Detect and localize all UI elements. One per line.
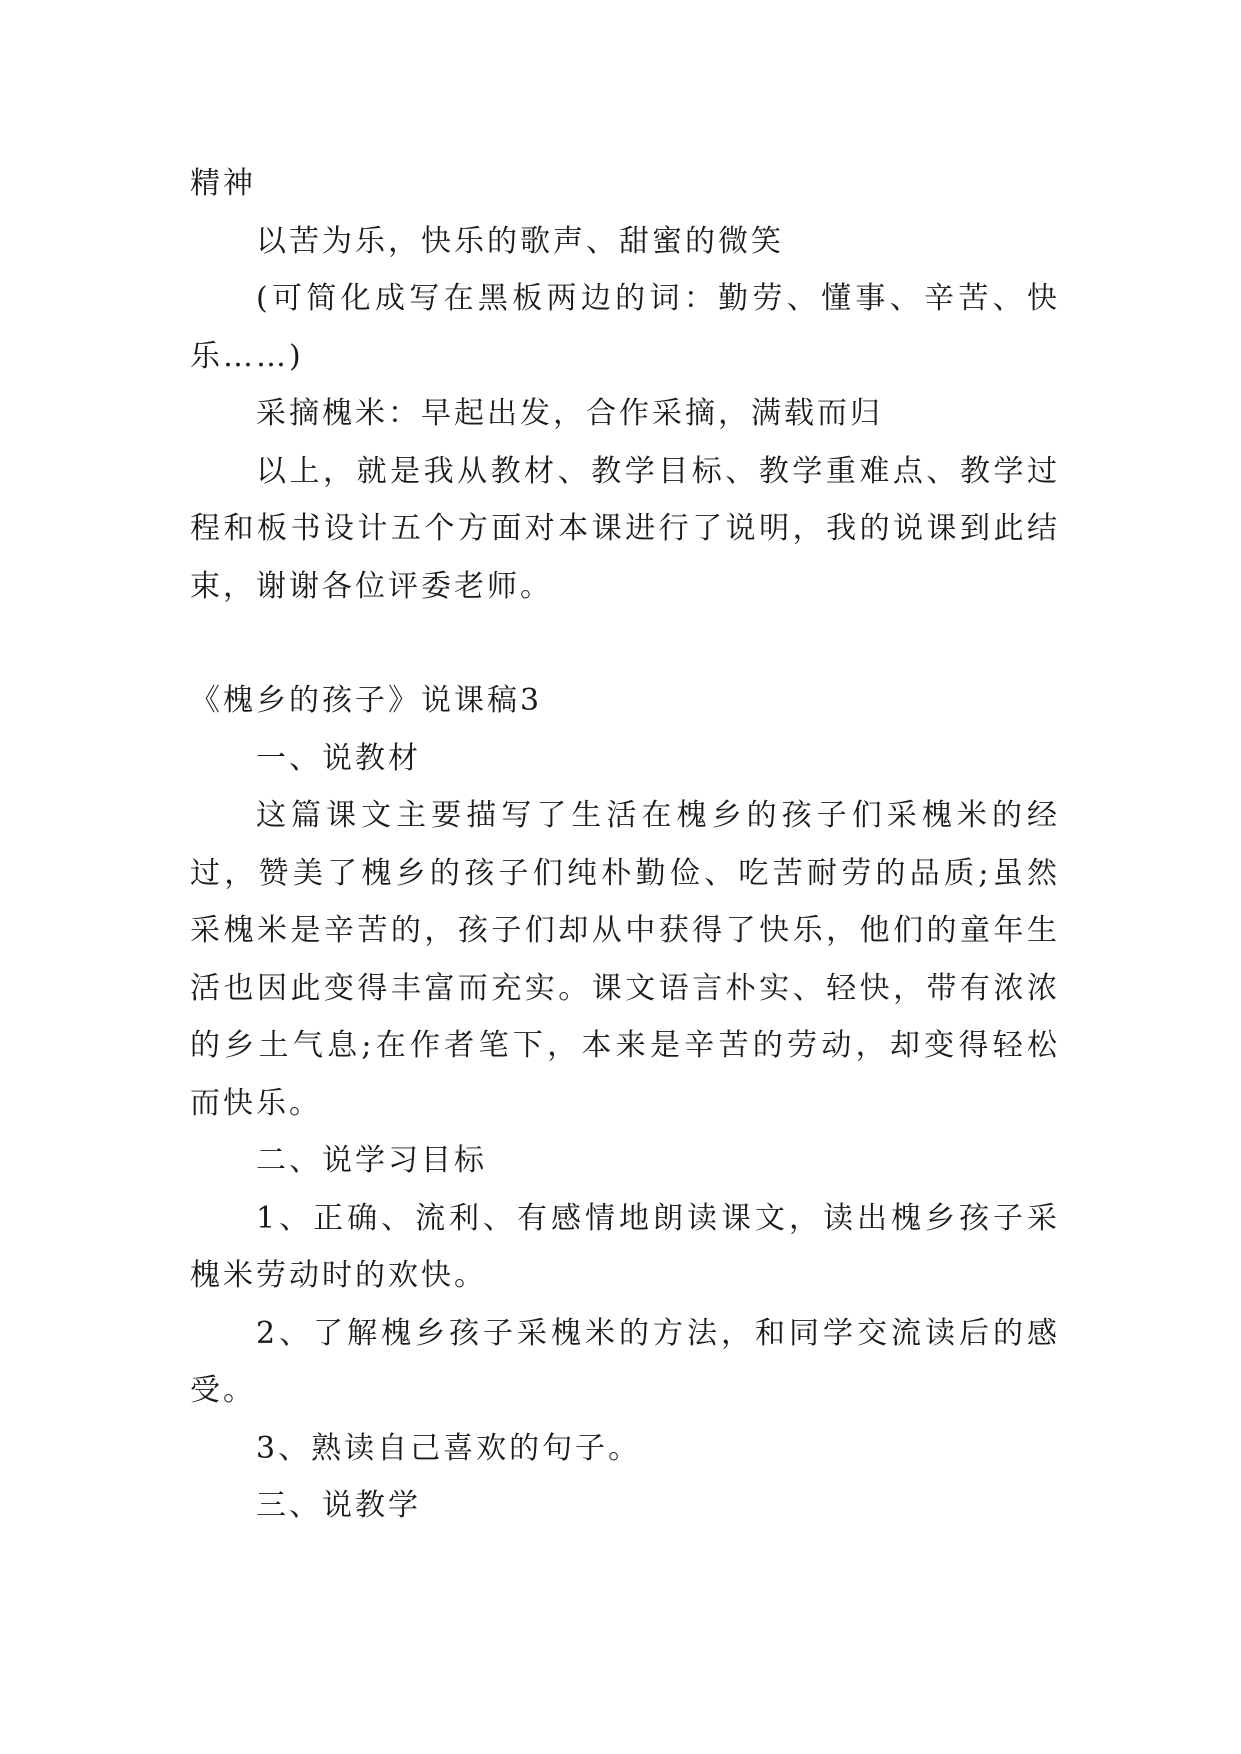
paragraph-conclusion: 以上，就是我从教材、教学目标、教学重难点、教学过程和板书设计五个方面对本课进行了说明，我的说课到此结束，谢谢各位评委老师。	[190, 453, 1060, 604]
heading-goals: 二、说学习目标	[256, 1143, 487, 1178]
paragraph-board-line-2: 采摘槐米：早起出发，合作采摘，满载而归	[256, 396, 883, 431]
paragraph-board-note: (可简化成写在黑板两边的词：勤劳、懂事、辛苦、快乐……)	[190, 281, 1060, 374]
document-body	[190, 155, 1060, 1535]
paragraph-board-line-1: 以苦为乐，快乐的歌声、甜蜜的微笑	[256, 223, 784, 259]
paragraph-continuation: 精神	[190, 166, 256, 201]
heading-textbook: 一、说教材	[256, 740, 421, 776]
goal-item-3: 3、熟读自己喜欢的句子。	[256, 1430, 642, 1466]
section-title: 《槐乡的孩子》说课稿3	[190, 683, 543, 718]
paragraph-textbook: 这篇课文主要描写了生活在槐乡的孩子们采槐米的经过，赞美了槐乡的孩子们纯朴勤俭、吃苦耐劳的品质;虽然采槐米是辛苦的，孩子们却从中获得了快乐，他们的童年生活也因此变得丰富而充实。课文语言朴实、轻快，带有浓浓的乡土气息;在作者笔下，本来是辛苦的劳动，却变得轻松而快乐。	[190, 798, 1060, 1121]
section-spacer	[190, 615, 1060, 672]
heading-teaching: 三、说教学	[256, 1488, 421, 1523]
goal-item-2: 2、了解槐乡孩子采槐米的方法，和同学交流读后的感受。	[190, 1315, 1060, 1408]
goal-item-1: 1、正确、流利、有感情地朗读课文，读出槐乡孩子采槐米劳动时的欢快。	[190, 1200, 1060, 1293]
